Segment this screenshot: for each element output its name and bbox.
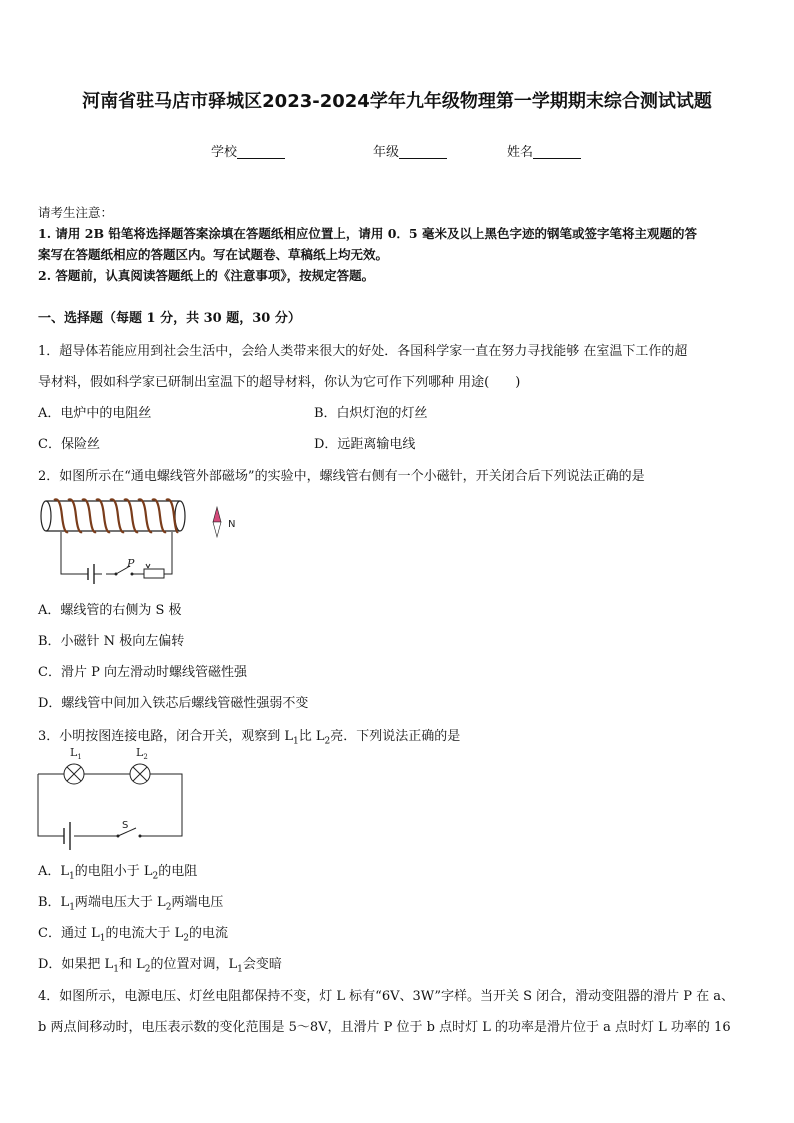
grade-label: 年级	[373, 145, 400, 160]
q2-option-d: D．螺线管中间加入铁芯后螺线管磁性强弱不变	[38, 696, 309, 711]
school-field	[211, 141, 285, 160]
q4-line-2: b 两点间移动时，电压表示数的变化范围是 5～8V，且滑片 P 位于 b 点时灯 L 的功率是滑片位于 a 点时灯 L 功率的 16	[38, 1020, 731, 1035]
q3-option-b: B．$L_1$两端电压大于 $L_2$两端电压	[38, 895, 224, 913]
page-title: 河南省驻马店市驿城区2023-2024学年九年级物理第一学期期末综合测试试题	[82, 91, 712, 112]
notice-line-2: 案写在答题纸相应的答题区内。写在试题卷、草稿纸上均无效。	[38, 247, 389, 262]
grade-field	[373, 141, 447, 160]
name-field	[507, 141, 581, 160]
compass-needle-figure	[212, 505, 242, 541]
name-blank	[533, 144, 581, 159]
q2-option-b: B．小磁针 N 极向左偏转	[38, 634, 185, 649]
series-circuit-figure	[36, 744, 188, 850]
slider-p-label: P	[127, 557, 135, 570]
notice-line-1: 1. 请用 2B 铅笔将选择题答案涂填在答题纸相应位置上，请用 0．5 毫米及以上黑色字迹的钢笔或签字笔将主观题的答	[38, 226, 697, 241]
name-label: 姓名	[507, 145, 534, 160]
school-label: 学校	[211, 145, 238, 160]
q3-stem: 3．小明按图连接电路，闭合开关，观察到 $L_1$比 $L_2$亮．下列说法正确的是	[38, 729, 461, 747]
q4-line-1: 4．如图所示，电源电压、灯丝电阻都保持不变，灯 L 标有“6V、3W”字样。当开关 S 闭合，滑动变阻器的滑片 P 在 a、	[38, 989, 735, 1004]
q1-line-2: 导材料，假如科学家已研制出室温下的超导材料，你认为它可作下列哪种 用途( )	[38, 375, 521, 390]
needle-n-label: N	[228, 519, 236, 530]
q3-option-a: A．$L_1$的电阻小于 $L_2$的电阻	[38, 864, 198, 882]
q2-option-a: A．螺线管的右侧为 S 极	[38, 603, 182, 618]
q2-option-c: C．滑片 P 向左滑动时螺线管磁性强	[38, 665, 247, 680]
q1-option-a: A．电炉中的电阻丝	[38, 406, 152, 421]
q1-option-b: B．白炽灯泡的灯丝	[314, 406, 428, 421]
notice-heading: 请考生注意：	[38, 205, 114, 220]
notice-line-3: 2. 答题前，认真阅读答题纸上的《注意事项》，按规定答题。	[38, 268, 375, 283]
grade-blank	[399, 144, 447, 159]
q1-option-c: C．保险丝	[38, 437, 100, 452]
q1-option-d: D．远距离输电线	[314, 437, 416, 452]
q2-stem: 2．如图所示在“通电螺线管外部磁场”的实验中，螺线管右侧有一个小磁针，开关闭合后下列说法正确的是	[38, 469, 645, 484]
q1-line-1: 1．超导体若能应用到社会生活中，会给人类带来很大的好处．各国科学家一直在努力寻找能够 在室温下工作的超	[38, 344, 688, 359]
q3-option-c: C．通过 $L_1$的电流大于 $L_2$的电流	[38, 926, 228, 944]
lamp-l1-label: $L_1$	[70, 746, 82, 761]
section-heading: 一、选择题（每题 1 分，共 30 题，30 分）	[38, 311, 301, 326]
q3-option-d: D．如果把 $L_1$和 $L_2$的位置对调，$L_1$会变暗	[38, 957, 282, 975]
lamp-l2-label: $L_2$	[136, 746, 148, 761]
school-blank	[237, 144, 285, 159]
switch-s-label: S	[122, 820, 129, 831]
